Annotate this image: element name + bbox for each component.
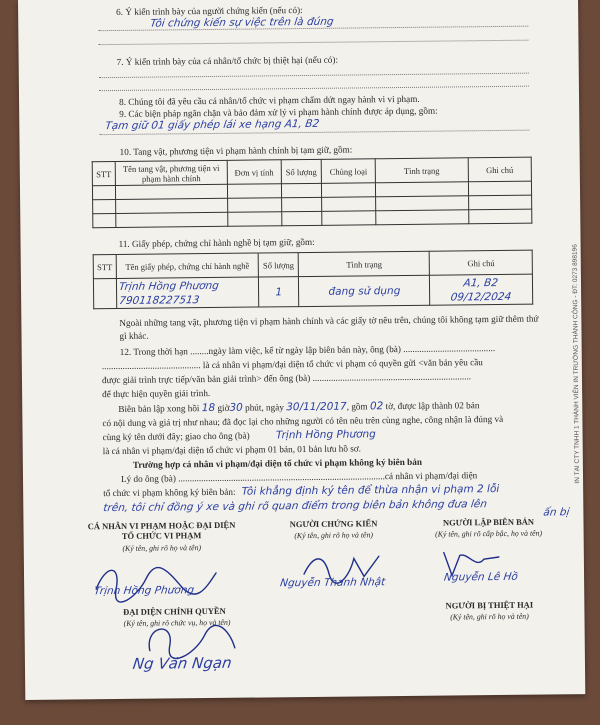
closing-recipient: Trịnh Hồng Phương: [275, 428, 376, 442]
damaged-title: NGƯỜI BỊ THIỆT HẠI: [445, 599, 534, 611]
table-header: Tình trạng: [375, 158, 468, 183]
table-header: Đơn vị tính: [227, 160, 281, 185]
violator-signature-mark: [86, 558, 226, 604]
officer-signature-name: Nguyễn Lê Hồ: [443, 570, 519, 584]
seized-items-paragraph: Ngoài những tang vật, phương tiện vi phạm hành chính và các giấy tờ nêu trên, chúng tôi không tạm giữ thêm thứ gì khác.: [119, 313, 539, 341]
table-header: STT: [92, 161, 115, 185]
licenses-table: [93, 250, 534, 310]
witness-signature-name: Nguyễn Thanh Nhật: [279, 576, 386, 590]
closing-line3: cùng ký tên dưới đây; giao cho ông (bà) Trịnh Hồng Phương: [102, 428, 376, 443]
refusal-reason1: Tôi khẳng định ký tên để thừa nhận vi phạm 2 lỗi: [241, 482, 500, 498]
closing-minute: 30: [229, 401, 243, 414]
authority-note: (Ký tên, ghi rõ chức vụ, họ và tên): [123, 617, 231, 628]
section11-label: 11. Giấy phép, chứng chỉ hành nghề bị tạm giữ, gồm:: [118, 236, 315, 249]
license-status: đang sử dụng: [328, 284, 401, 298]
dotted-line: [99, 73, 529, 79]
license-expiry: 09/12/2024: [450, 290, 513, 303]
witness-title: NGƯỜI CHỨNG KIẾN: [289, 518, 378, 530]
closing-line4: là cá nhân vi phạm/đại diện tổ chức vi phạm 01 bản, 01 bản lưu hồ sơ.: [102, 443, 362, 457]
table-header: Ghi chú: [430, 250, 533, 275]
witness-note: (Ký tên, ghi rõ họ và tên): [294, 530, 373, 541]
license-holder-name: Trịnh Hồng Phương: [118, 279, 220, 293]
section6-handwritten: Tôi chứng kiến sự việc trên là đúng: [149, 15, 335, 30]
section10-label: 10. Tang vật, phương tiện vi phạm hành chính bị tạm giữ, gồm:: [119, 144, 353, 157]
violator-note: (Ký tên, ghi rõ họ và tên): [122, 543, 202, 553]
section9-handwritten: Tạm giữ 01 giấy phép lái xe hạng A1, B2: [104, 117, 320, 133]
section7-label: 7. Ý kiến trình bày của cá nhân/tổ chức bị thiệt hại (nếu có):: [116, 54, 339, 67]
table-header: Số lượng: [281, 159, 322, 183]
table-header: Chủng loại: [321, 159, 375, 184]
table-header: Tình trạng: [298, 251, 430, 276]
license-class: A1, B2: [463, 276, 500, 289]
section12-line4: để thực hiện quyền giải trình.: [102, 388, 211, 400]
closing-pages: 02: [369, 400, 384, 413]
authority-signature-name: Ng Văn Ngạn: [131, 653, 233, 673]
section8-label: 8. Chúng tôi đã yêu cầu cá nhân/tổ chức vi phạm chấm dứt ngay hành vi vi phạm.: [119, 93, 420, 107]
closing-date: 30/11/2017: [286, 400, 347, 414]
dotted-line: [99, 86, 529, 92]
refusal-reason3: ấn bị: [542, 506, 571, 519]
authority-title: ĐẠI DIỆN CHÍNH QUYỀN: [123, 605, 226, 617]
section12-line1: 12. Trong thời hạn ........ngày làm việc, kể từ ngày lập biên bản này, ông (bà) ........................................: [119, 343, 496, 357]
table-row: [93, 274, 532, 309]
refusal-line2: tổ chức vi phạm không ký biên bản: Tôi khẳng định ký tên để thừa nhận vi phạm 2 lỗi: [103, 482, 500, 499]
document-page: [18, 0, 585, 700]
section12-line2: ........................................... là cá nhân vi phạm/đại diện tổ chức vi phạm có quyền gửi <văn bản yêu cầu: [101, 357, 483, 372]
seized-items-table: [92, 157, 533, 229]
refusal-title: Trường hợp cá nhân vi phạm/đại diện tổ chức vi phạm không ký biên bản: [132, 456, 423, 470]
table-header: Tên giấy phép, chứng chỉ hành nghề: [116, 253, 259, 278]
violator-title: CÁ NHÂN VI PHẠM HOẶC ĐẠI DIỆN TỔ CHỨC VI PHẠM: [87, 519, 236, 541]
violator-signature-name: Trịnh Hồng Phương: [93, 584, 195, 598]
closing-line2: có nội dung và giá trị như nhau; đã đọc lại cho những người có tên nêu trên cùng nghe, công nhận là đúng và: [102, 413, 504, 429]
damaged-note: (Ký tên, ghi rõ họ và tên): [450, 611, 529, 622]
closing-line1: Biên bản lập xong hồi 18 giờ30 phút, ngày 30/11/2017, gồm 02 tờ, được lập thành 02 bản: [118, 400, 480, 415]
table-header: Số lượng: [258, 253, 298, 277]
closing-hour: 18: [201, 401, 216, 415]
officer-note: (Ký tên, ghi rõ cấp bậc, họ và tên): [435, 528, 543, 539]
section12-line3: được giải trình trực tiếp/văn bản giải trình> đến ông (bà) .....................................................................: [101, 371, 472, 386]
table-header: STT: [93, 254, 116, 278]
section9-label: 9. Các biện pháp ngăn chặn và bảo đảm xử lý vi phạm hành chính được áp dụng, gồm:: [119, 105, 438, 119]
printer-side-text: IN TẠI CTY TNHH 1 THÀNH VIÊN IN TRƯỜNG THÀNH CÔNG - ĐT: 0273 898196: [571, 244, 582, 484]
license-number: 790118227513: [118, 293, 200, 307]
table-header: Ghi chú: [468, 157, 532, 182]
dotted-line: [98, 40, 528, 46]
officer-title: NGƯỜI LẬP BIÊN BẢN: [442, 516, 535, 528]
refusal-line1: Lý do ông (bà) ..........................................................................................cá nhân vi phạm/đại diện: [120, 470, 478, 484]
license-quantity: 1: [275, 285, 283, 298]
table-header: Tên tang vật, phương tiện vi phạm hành chính: [115, 160, 227, 185]
refusal-reason2: trên, tôi chỉ đồng ý xe và ghi rõ quan điểm trong biên bản không đưa lên: [102, 498, 488, 515]
section6-label: 6. Ý kiến trình bày của người chứng kiến (nếu có):: [116, 5, 303, 17]
